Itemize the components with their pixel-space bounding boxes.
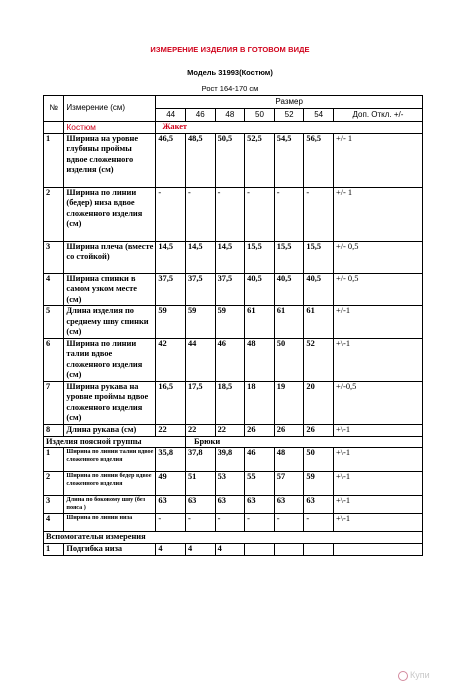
size-value: 37,8 [185,448,215,472]
size-value: 59 [304,472,334,496]
table-row [44,187,423,241]
size-value: 57 [274,472,304,496]
size-value: 20 [304,381,334,424]
size-value: - [304,514,334,532]
size-value: 15,5 [245,241,275,273]
size-value: 37,5 [156,273,186,306]
tolerance-value: +\-1 [334,496,423,514]
size-value: - [274,187,304,241]
table-row [44,472,423,496]
col-measure-header: Измерение (см) [64,96,156,122]
table-row [44,273,423,306]
size-value: 63 [185,496,215,514]
size-value: 54,5 [274,133,304,187]
measurement-name: Подгибка низа [64,543,156,555]
measurement-name: Длина изделия по среднему шву спинки (см) [64,306,156,339]
size-value: 51 [185,472,215,496]
measurement-name: Ширина по линии талии вдвое сложенного изделия (см) [64,338,156,381]
size-value: - [185,514,215,532]
tolerance-value [334,543,423,555]
aux-measurements-label: Вспомогательн измерения [44,532,423,544]
measurement-name: Ширина рукава на уровне проймы вдвое сложенного изделия (см) [64,381,156,424]
size-header: 48 [215,109,245,122]
tolerance-value: +/-0,5 [334,381,423,424]
measurement-table [43,95,423,556]
size-header: 50 [245,109,275,122]
size-value: 44 [185,338,215,381]
size-value: 48,5 [185,133,215,187]
size-value: - [245,514,275,532]
size-value: 59 [185,306,215,339]
size-value: 61 [304,306,334,339]
table-row [44,448,423,472]
size-value: 40,5 [245,273,275,306]
size-value: 61 [274,306,304,339]
size-value: 35,8 [156,448,186,472]
size-value: 55 [245,472,275,496]
size-value: 63 [245,496,275,514]
size-value: - [215,514,245,532]
row-number: 1 [44,133,64,187]
size-value: 37,5 [215,273,245,306]
table-row [44,306,423,339]
jacket-label: Жакет [156,122,423,134]
table-row [44,496,423,514]
size-value: 59 [215,306,245,339]
size-value: 26 [304,424,334,436]
row-number: 4 [44,273,64,306]
size-value [245,543,275,555]
size-value: - [245,187,275,241]
size-value: 17,5 [185,381,215,424]
size-value: 14,5 [215,241,245,273]
row-number: 7 [44,381,64,424]
size-value: 16,5 [156,381,186,424]
size-value: 53 [215,472,245,496]
size-value: 52 [304,338,334,381]
logo-icon [398,671,408,681]
tolerance-value: +\-1 [334,514,423,532]
table-row [44,133,423,187]
measurement-name: Ширина по линии талии вдвое сложенного изделия [64,448,156,472]
size-value: 48 [274,448,304,472]
size-value: - [156,514,186,532]
size-value: 4 [156,543,186,555]
size-value: 40,5 [304,273,334,306]
measurement-name: Длина рукава (см) [64,424,156,436]
size-value [304,543,334,555]
suit-label: Костюм [64,122,156,134]
size-value: 50 [304,448,334,472]
size-header: 54 [304,109,334,122]
document-title: ИЗМЕРЕНИЕ ИЗДЕЛИЯ В ГОТОВОМ ВИДЕ [150,45,310,54]
size-value: 63 [156,496,186,514]
size-value: 40,5 [274,273,304,306]
size-value: 49 [156,472,186,496]
size-header: 46 [185,109,215,122]
row-number: 2 [44,187,64,241]
size-value: 46,5 [156,133,186,187]
row-number: 2 [44,472,64,496]
table-row [44,543,423,555]
col-size-header: Размер [156,96,423,109]
size-value: 61 [245,306,275,339]
size-header: 44 [156,109,186,122]
size-value: - [185,187,215,241]
col-num-header: № [44,96,64,122]
size-value: 52,5 [245,133,275,187]
size-value: 4 [215,543,245,555]
tolerance-value: +\-1 [334,338,423,381]
size-value: 22 [156,424,186,436]
measurement-name: Ширина на уровне глубины проймы вдвое сложенного изделия (см) [64,133,156,187]
size-value: 18,5 [215,381,245,424]
size-value: 15,5 [274,241,304,273]
measurement-name: Ширина спинки в самом узком месте (см) [64,273,156,306]
size-value: 59 [156,306,186,339]
size-value: 46 [215,338,245,381]
table-row [44,424,423,436]
table-row [44,241,423,273]
measurement-name: Ширина по линии бедер вдвое сложенного изделия [64,472,156,496]
tolerance-value: +/- 0,5 [334,273,423,306]
tolerance-value: +/-1 [334,306,423,339]
height-range: Рост 164-170 см [201,84,259,93]
tolerance-value: +\-1 [334,472,423,496]
row-number: 1 [44,543,64,555]
trousers-label: Брюки [185,436,422,448]
measurement-name: Ширина по линии (бедер) низа вдвое сложенного изделия (см) [64,187,156,241]
size-value: 50 [274,338,304,381]
row-number: 4 [44,514,64,532]
size-value: 26 [245,424,275,436]
size-value: 63 [215,496,245,514]
size-value: 22 [215,424,245,436]
size-value: - [304,187,334,241]
empty-cell [44,122,64,134]
section-row [44,436,423,448]
size-value: 63 [304,496,334,514]
size-value: - [215,187,245,241]
tolerance-value: +/- 0,5 [334,241,423,273]
size-value: 26 [274,424,304,436]
row-number: 3 [44,496,64,514]
size-value: 48 [245,338,275,381]
size-value: 37,5 [185,273,215,306]
size-value: 14,5 [156,241,186,273]
measurement-name: Длина по боковому шву (без пояса ) [64,496,156,514]
size-value: 39,8 [215,448,245,472]
size-header: 52 [274,109,304,122]
size-value: 42 [156,338,186,381]
size-value: - [156,187,186,241]
size-value: 50,5 [215,133,245,187]
tolerance-value: +/- 1 [334,133,423,187]
size-value: 22 [185,424,215,436]
measurement-name: Ширина плеча (вместе со стойкой) [64,241,156,273]
row-number: 1 [44,448,64,472]
size-value: 56,5 [304,133,334,187]
size-value [274,543,304,555]
size-value: 4 [185,543,215,555]
table-row [44,338,423,381]
size-value: 46 [245,448,275,472]
tolerance-value: +/- 1 [334,187,423,241]
size-value: - [274,514,304,532]
row-number: 8 [44,424,64,436]
brand-logo: Купи [398,670,430,681]
size-value: 15,5 [304,241,334,273]
size-value: 14,5 [185,241,215,273]
measurement-name: Ширина по линии низа [64,514,156,532]
tolerance-value: +\-1 [334,448,423,472]
section-row [44,532,423,544]
tolerance-value: +\-1 [334,424,423,436]
row-number: 6 [44,338,64,381]
size-value: 63 [274,496,304,514]
table-row [44,514,423,532]
model-name: Модель 31993(Костюм) [187,68,273,77]
size-value: 19 [274,381,304,424]
row-number: 5 [44,306,64,339]
table-row [44,381,423,424]
tolerance-header: Доп. Откл. +/- [334,109,423,122]
waist-group-label: Изделия поясной группы [44,436,186,448]
row-number: 3 [44,241,64,273]
size-value: 18 [245,381,275,424]
